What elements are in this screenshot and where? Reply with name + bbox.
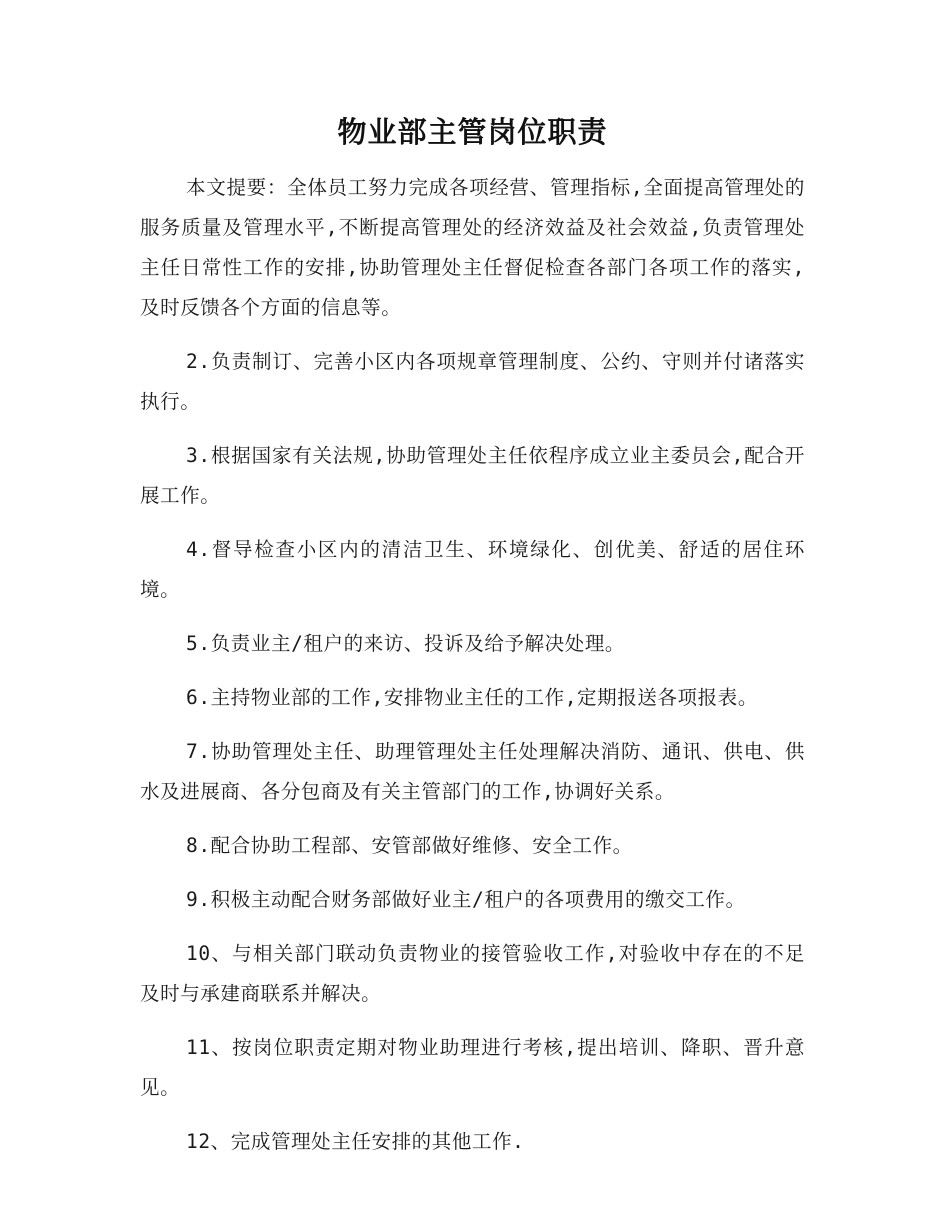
paragraph-item-6: 6.主持物业部的工作,安排物业主任的工作,定期报送各项报表。 [186,686,758,709]
paragraph-summary: 本文提要：全体员工努力完成各项经营、管理指标,全面提高管理处的服务质量及管理水平,不断提高管理处的经济效益及社会效益,负责管理处主任日常性工作的安排,协助管理处主任督促检查各部门各项工作的落实,及时反馈各个方面的信息等。 [140,176,805,319]
paragraph-item-12: 12、完成管理处主任安排的其他工作. [186,1130,525,1153]
paragraph-item-8: 8.配合协助工程部、安管部做好维修、安全工作。 [186,834,633,857]
paragraph-item-5: 5.负责业主/租户的来访、投诉及给予解决处理。 [186,632,626,655]
paragraph-item-10: 10、与相关部门联动负责物业的接管验收工作,对验收中存在的不足及时与承建商联系并解决。 [140,942,805,1005]
paragraph-item-4: 4.督导检查小区内的清洁卫生、环境绿化、创优美、舒适的居住环境。 [140,538,805,601]
paragraph-item-3: 3.根据国家有关法规,协助管理处主任依程序成立业主委员会,配合开展工作。 [140,444,805,507]
paragraph-item-11: 11、按岗位职责定期对物业助理进行考核,提出培训、降职、晋升意见。 [140,1036,805,1099]
paragraph-item-9: 9.积极主动配合财务部做好业主/租户的各项费用的缴交工作。 [186,888,746,911]
paragraph-item-7: 7.协助管理处主任、助理管理处主任处理解决消防、通讯、供电、供水及进展商、各分包商及有关主管部门的工作,协调好关系。 [140,740,805,803]
document-page [140,110,805,1176]
document-title: 物业部主管岗位职责 [337,115,608,149]
paragraph-item-2: 2.负责制订、完善小区内各项规章管理制度、公约、守则并付诸落实执行。 [140,350,805,413]
